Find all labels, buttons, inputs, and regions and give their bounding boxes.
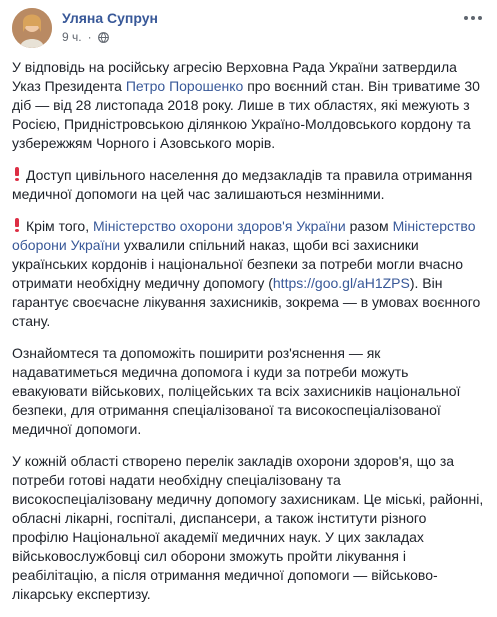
post-time[interactable]: 9 ч. (62, 30, 82, 44)
post-body (12, 58, 484, 617)
paragraph-text: Крім того, (26, 218, 93, 234)
paragraph-text: Ознайомтеся та допоможіть поширити роз'яснення — як надаватиметься медична допомога і куди за потреби можуть евакуювати військових, поліцейських та всіх захисників національної безпеки, для отримання спеціалізованої та високоспеціалізованої медичної допомоги. (12, 345, 461, 437)
post-header (12, 8, 485, 54)
health-ministry-link[interactable]: Міністерство охорони здоров'я України (92, 218, 346, 234)
paragraph-text: У відповідь на російську агресію Верховна Рада України затвердила Указ Президента (12, 59, 457, 94)
paragraph-5 (12, 452, 484, 604)
author-name[interactable]: Уляна Супрун (62, 10, 158, 26)
meta-separator: · (87, 30, 92, 44)
president-link[interactable]: Петро Порошенко (125, 78, 244, 94)
paragraph-1 (12, 58, 484, 153)
paragraph-text: У кожній області створено перелік закладів охорони здоров'я, що за потреби готові надати необхідну спеціалізовану та високоспеціалізовану медичну допомогу захисникам. Це міські, районні, обласні лікарні, госпіталі, диспансери, а також інститути різного профілю Національної академії медичних наук. У цих закладах військовослужбовці сил оборони зможуть пройти лікування і реабілітацію, а після отримання медичної допомоги — військово-лікарську експертизу. (12, 453, 484, 602)
exclamation-icon (12, 167, 22, 181)
paragraph-text: разом (345, 218, 393, 234)
paragraph-text: про воєнний стан. Він триватиме 30 діб — від 28 листопада 2018 року. Лише в тих областях, які межують з Росією, Придністровською ділянкою Україно-Молдовського кордону та узбережжям Чорного і Азовського морів. (12, 78, 480, 151)
paragraph-3 (12, 217, 484, 331)
exclamation-icon (12, 218, 22, 232)
globe-icon[interactable] (98, 32, 109, 43)
short-url-link[interactable]: https://goo.gl/aH1ZPS (272, 275, 410, 291)
paragraph-2 (12, 166, 484, 204)
post-meta (62, 30, 109, 44)
more-options-icon[interactable] (461, 10, 485, 26)
author-avatar[interactable] (12, 8, 52, 48)
defense-ministry-link[interactable]: Міністерство оборони України (12, 218, 476, 253)
paragraph-text: Доступ цивільного населення до медзакладів та правила отримання медичної допомоги на цей час залишаються незмінними. (12, 167, 473, 202)
paragraph-4 (12, 344, 484, 439)
paragraph-text: ухвалили спільний наказ, щоби всі захисники українських кордонів і національної безпеки за потреби могли вчасно отримати необхідну медичну допомогу ( (12, 237, 463, 291)
paragraph-text: ). Він гарантує своєчасне лікування захисників, зокрема — в умовах воєнного стану. (12, 275, 481, 329)
avatar-image (12, 8, 52, 48)
